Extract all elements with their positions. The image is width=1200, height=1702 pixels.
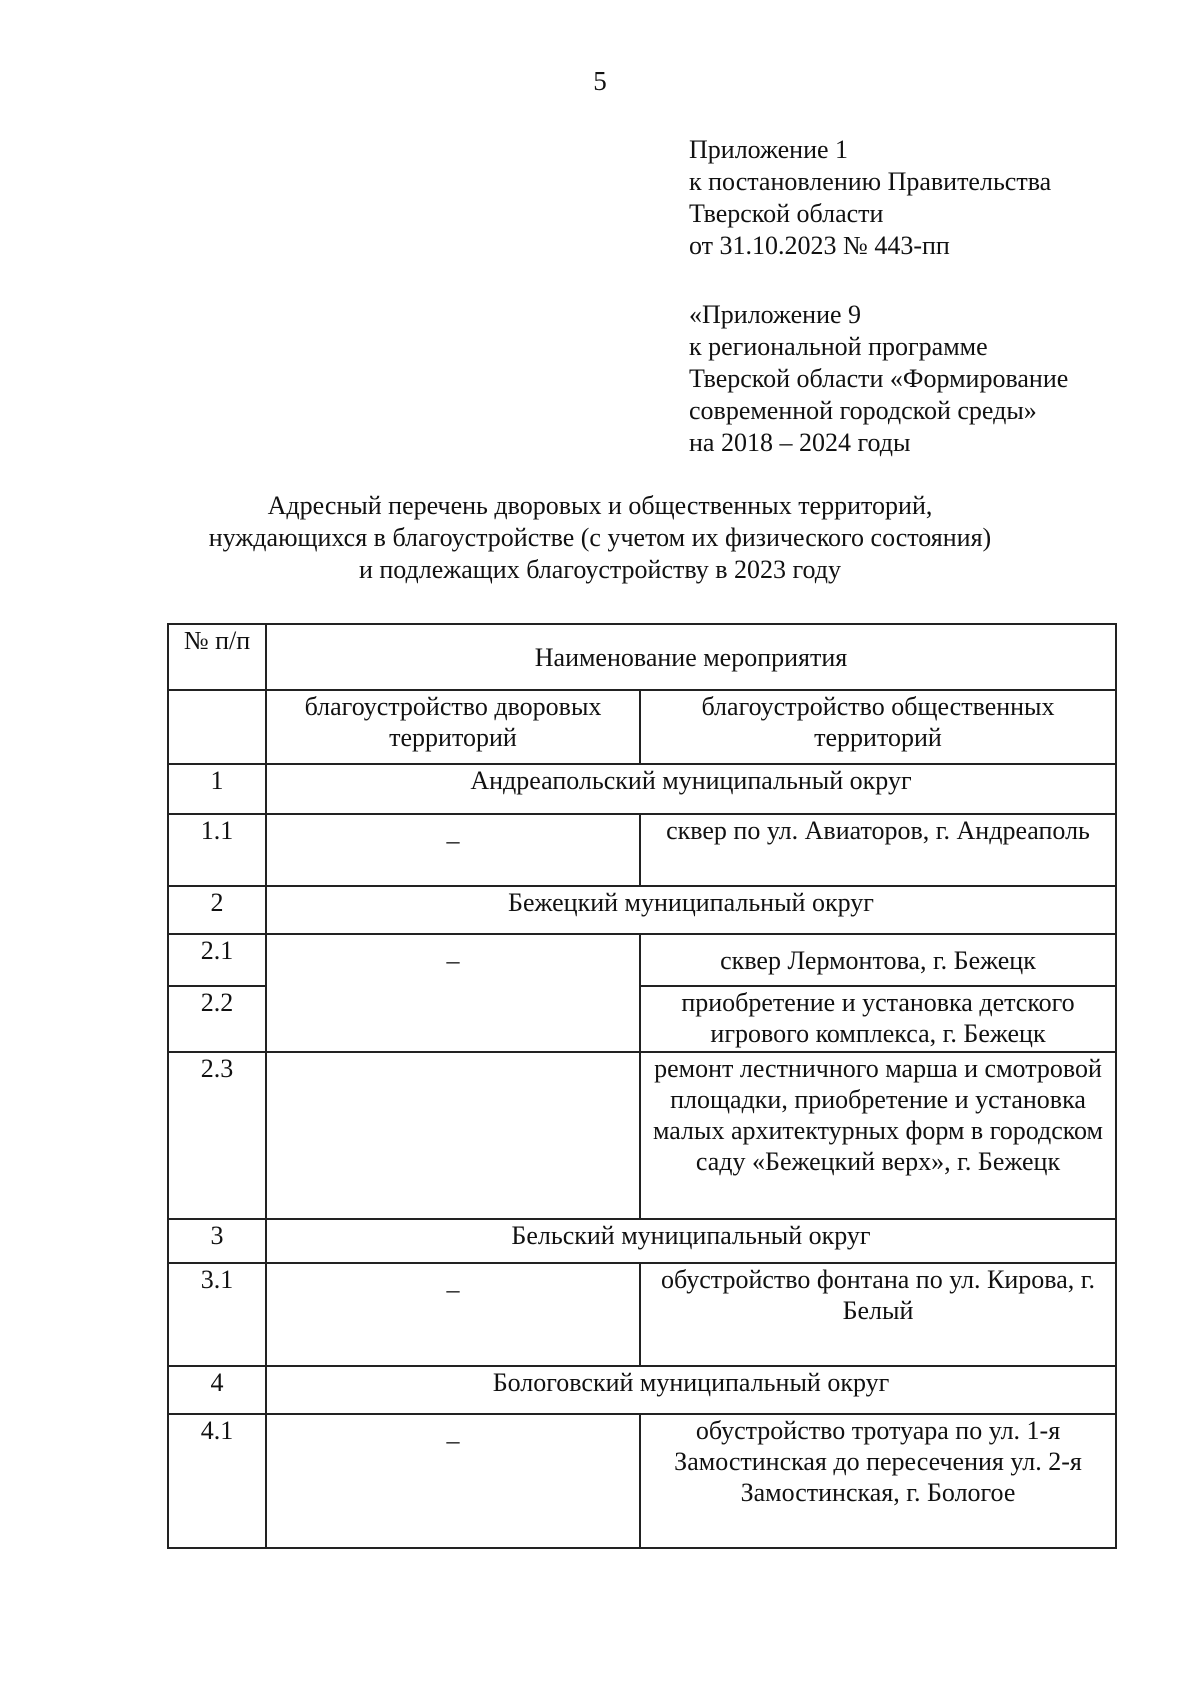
appendix-1-line: Приложение 1 — [689, 135, 849, 164]
row-yard — [266, 1263, 640, 1366]
appendix-1-line: к постановлению Правительства — [689, 167, 1052, 196]
row-yard-dash: – — [446, 1275, 460, 1304]
row-public: приобретение и установка детского игрового комплекса, г. Бежецк — [640, 986, 1116, 1052]
row-num: 1 — [168, 764, 266, 814]
row-num: 4 — [168, 1366, 266, 1414]
table-row — [168, 1263, 1116, 1366]
row-yard — [266, 1052, 640, 1219]
row-num: 3 — [168, 1219, 266, 1263]
appendix-9-line: к региональной программе — [689, 332, 988, 361]
title-line: Адресный перечень дворовых и общественных территорий, — [267, 491, 933, 520]
row-num: 1.1 — [168, 814, 266, 886]
table-row-region — [168, 1219, 1116, 1263]
row-yard-dash: – — [446, 826, 460, 855]
row-num: 2.3 — [168, 1052, 266, 1219]
row-num: 3.1 — [168, 1263, 266, 1366]
title-line: нуждающихся в благоустройстве (с учетом их физического состояния) — [208, 523, 992, 552]
row-num: 2 — [168, 886, 266, 934]
header-event-name: Наименование мероприятия — [266, 624, 1116, 690]
territories-table — [167, 623, 1117, 1549]
title-line: и подлежащих благоустройству в 2023 году — [358, 555, 842, 584]
page-number: 5 — [593, 66, 607, 96]
row-num: 2.1 — [168, 934, 266, 986]
header-public: благоустройство общественных территорий — [640, 690, 1116, 764]
appendix-9-line: современной городской среды» — [689, 396, 1037, 425]
row-public: ремонт лестничного марша и смотровой площадки, приобретение и установка малых архитектурных форм в городском саду «Бежецкий верх», г. Бежецк — [640, 1052, 1116, 1219]
row-num: 2.2 — [168, 986, 266, 1052]
region-name: Бежецкий муниципальный округ — [266, 886, 1116, 934]
appendix-9-line: «Приложение 9 — [689, 300, 862, 329]
header-num: № п/п — [168, 624, 266, 690]
document-title — [0, 490, 1200, 586]
table-row-region — [168, 886, 1116, 934]
appendix-9-line: на 2018 – 2024 годы — [689, 428, 911, 457]
row-public: сквер по ул. Авиаторов, г. Андреаполь — [640, 814, 1116, 886]
appendix-1-line: Тверской области — [689, 199, 884, 228]
row-yard-dash: – — [446, 946, 460, 975]
appendix-9-header — [689, 299, 1068, 459]
row-public: обустройство тротуара по ул. 1-я Замостинская до пересечения ул. 2-я Замостинская, г. Бологое — [640, 1414, 1116, 1548]
row-num: 4.1 — [168, 1414, 266, 1548]
region-name: Бологовский муниципальный округ — [266, 1366, 1116, 1414]
row-yard — [266, 1414, 640, 1548]
table-header-row — [168, 624, 1116, 690]
table-subheader-row — [168, 690, 1116, 764]
row-yard-dash: – — [446, 1426, 460, 1455]
appendix-9-line: Тверской области «Формирование — [689, 364, 1069, 393]
header-yard: благоустройство дворовых территорий — [266, 690, 640, 764]
table-row — [168, 1052, 1116, 1219]
region-name: Бельский муниципальный округ — [266, 1219, 1116, 1263]
row-public: сквер Лермонтова, г. Бежецк — [640, 934, 1116, 986]
table-row — [168, 934, 1116, 986]
region-name: Андреапольский муниципальный округ — [266, 764, 1116, 814]
appendix-1-line: от 31.10.2023 № 443-пп — [689, 231, 950, 260]
row-yard — [266, 934, 640, 1052]
table-row-region — [168, 764, 1116, 814]
row-yard — [266, 814, 640, 886]
row-public: обустройство фонтана по ул. Кирова, г. Белый — [640, 1263, 1116, 1366]
subheader-empty-cell — [168, 690, 266, 764]
table-row — [168, 814, 1116, 886]
appendix-1-header — [689, 134, 1051, 262]
table-row — [168, 1414, 1116, 1548]
table-row-region — [168, 1366, 1116, 1414]
